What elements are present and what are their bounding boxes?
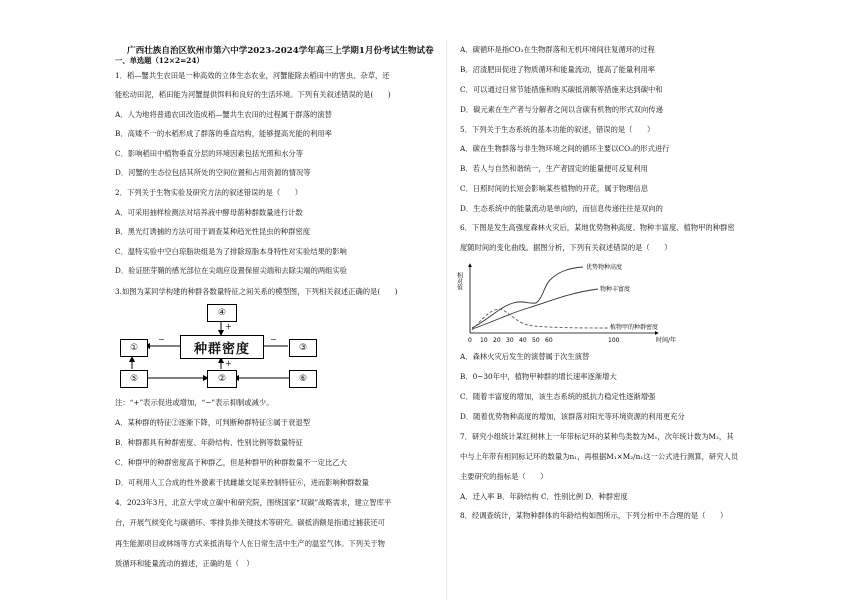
q7-line1: 7．研究小组统计某红树林上一年带标记环的某种鸟类数为M₁，次年统计数为M₂，其 — [460, 432, 734, 441]
q7-options: A．迁入率 B．年龄结构 C．性别比例 D．种群密度 — [460, 492, 628, 501]
feature-1-box: ① — [120, 339, 148, 357]
q2-option-b: B．黑光灯诱捕的方法可用于调查某种趋光性昆虫的种群密度 — [115, 227, 311, 236]
q2-option-a: A．可采用抽样检测法对培养液中酵母菌种群数量进行计数 — [115, 208, 303, 217]
q4-option-c: C．可以通过日常节能措施和购买碳抵消额等措施来达到碳中和 — [460, 85, 663, 94]
x-tick-60: 60 — [545, 337, 553, 344]
series-plant-a-density-line — [472, 309, 608, 330]
minus-sign-right: − — [270, 335, 277, 344]
minus-sign-left: − — [158, 335, 165, 344]
x-tick-100: 100 — [608, 337, 620, 344]
plus-sign-bottom: + — [225, 359, 232, 368]
x-tick-30: 30 — [506, 337, 514, 344]
legend-richness: 物种丰富度 — [600, 286, 631, 293]
q4-option-d: D．碳元素在生产者与分解者之间以含碳有机物的形式双向传递 — [460, 105, 663, 114]
q5-stem: 5．下列关于生态系统的基本功能的叙述，错误的是（ ） — [460, 125, 655, 134]
page-title: 广西壮族自治区钦州市第六中学2023-2024学年高三上学期1月份考试生物试卷 — [127, 46, 434, 56]
q4-option-a: A．碳循环是指CO₂在生物群落和无机环境间往复循环的过程 — [460, 45, 655, 54]
series-richness-line — [472, 289, 598, 329]
x-tick-50: 50 — [532, 337, 540, 344]
q3-option-c: C．种群甲的种群密度高于种群乙，但是种群甲的种群数量不一定比乙大 — [115, 458, 347, 467]
q7-line3: 主要研究的指标是（ ） — [460, 472, 548, 481]
q1-option-b: B．高矮不一的水稻形成了群落的垂直结构，能够提高光能的利用率 — [115, 129, 332, 138]
chart-xlabel: 时间/年 — [656, 337, 677, 344]
population-model-diagram — [118, 302, 328, 390]
q3-option-b: B．种群都具有种群密度、年龄结构、性别比例等数量特征 — [115, 438, 303, 447]
q5-option-b: B．若人与自然和谐统一，生产者固定的能量便可反复利用 — [460, 164, 648, 173]
x-tick-0: 0 — [468, 337, 472, 344]
q1-line2: 能松动田泥，稻田能为河蟹提供饵料和良好的生活环境。下列有关叙述错误的是( ) — [115, 90, 391, 99]
series-dominant-height-line — [472, 267, 583, 328]
section-heading: 一、单选题（12×2=24） — [115, 56, 204, 65]
q7-line2: 中与上年带有相同标记环的数量为n₁，再根据M₁×M₂/n₁这一公式进行测算，研究人员 — [460, 452, 739, 461]
q5-option-a: A．碳在生物群落与非生物环境之间的循环主要以CO₂的形式进行 — [460, 144, 670, 153]
feature-3-box: ③ — [289, 339, 317, 357]
feature-5-box: ⑤ — [120, 370, 148, 388]
feature-4-box: ④ — [207, 304, 237, 322]
q6-line1: 6．下图是发生高强度森林火灾后，某地优势物种高度、物种丰富度、植物甲的种群密 — [460, 223, 735, 232]
q4-option-b: B．沼渣肥田促进了物质循环和能量流动，提高了能量利用率 — [460, 65, 656, 74]
q3-option-d: D．可利用人工合成的性外激素干扰雌雄交尾来控制特征⑥，进而影响种群数量 — [115, 478, 369, 487]
legend-dominant-height: 优势物种高度 — [586, 264, 623, 271]
q6-option-b: B．0~30年中，植物甲种群的增长速率逐渐增大 — [460, 372, 617, 381]
x-tick-20: 20 — [493, 337, 501, 344]
plus-sign-top: + — [225, 322, 232, 331]
q6-option-d: D．随着优势物种高度的增加，该群落对阳光等环境资源的利用更充分 — [460, 412, 685, 421]
q3-note: 注：“+”表示促进或增加，“−”表示抑制或减少。 — [115, 398, 274, 407]
q6-option-a: A．森林火灾后发生的演替属于次生演替 — [460, 352, 590, 361]
q4-line2: 台，开展气候变化与碳循环、零排负排关键技术等研究。碳抵消额是指通过捕获还可 — [115, 518, 385, 527]
feature-6-box: ⑥ — [289, 370, 317, 388]
q6-line2: 度随时间的变化曲线。据图分析，下列有关叙述错误的是（ ） — [460, 243, 672, 252]
q1-option-a: A．人为地将普通农田改造成稻—蟹共生农田的过程属于群落的演替 — [115, 110, 332, 119]
q8-stem: 8．经调查统计，某物种群体的年龄结构如图所示，下列分析中不合理的是（ ） — [460, 511, 728, 520]
q4-line3: 再生能源项目或林场等方式来抵消每个人在日常生活中生产的温室气体。下列关于物 — [115, 539, 385, 548]
legend-plant-a-density: 植物甲的种群密度 — [610, 324, 659, 331]
q6-option-c: C．随着丰富度的增加，该生态系统的抵抗力稳定性逐渐增强 — [460, 392, 656, 401]
q5-option-d: D．生态系统中的能量流动是单向的，而信息传递往往是双向的 — [460, 204, 663, 213]
feature-2-box: ② — [207, 370, 237, 388]
q5-option-c: C．日照时间的长短会影响某些植物的开花，属于物理信息 — [460, 184, 649, 193]
q1-option-c: C．影响稻田中植物垂直分层的环境因素包括光照和水分等 — [115, 149, 304, 158]
q2-option-d: D．验证胚芽鞘的感光部位在尖端应设置保留尖端和去除尖端的两组实验 — [115, 266, 348, 275]
q1-option-d: D．河蟹的生态位包括其所处的空间位置和占用资源的情况等 — [115, 168, 311, 177]
succession-chart — [455, 258, 698, 346]
population-density-box: 种群密度 — [180, 335, 264, 359]
x-tick-10: 10 — [480, 337, 488, 344]
q4-line1: 4．2023年3月，北京大学成立碳中和研究院，围绕国家“双碳”战略需求，建立智库平 — [115, 498, 392, 507]
succession-chart-svg — [455, 258, 698, 346]
q3-stem: 3.如图为某同学构建的种群各数量特征之间关系的模型图，下列相关叙述正确的是( ) — [115, 287, 398, 296]
q1-line1: 1．稻—蟹共生农田是一种高效的立体生态农业，河蟹能除去稻田中的害虫、杂草，还 — [115, 71, 390, 80]
x-tick-40: 40 — [519, 337, 527, 344]
q2-stem: 2．下列关于生物实验及研究方法的叙述错误的是（ ） — [115, 188, 303, 197]
column-divider — [446, 40, 447, 600]
q2-option-c: C．温特实验中空白琼脂块组是为了排除琼脂本身特性对实验结果的影响 — [115, 247, 347, 256]
chart-ylabel: 相对值 — [455, 272, 463, 290]
q4-line4: 质循环和能量流动的描述，正确的是（ ） — [115, 559, 254, 568]
q3-option-a: A．某种群的特征②逐渐下降，可判断种群特征⑤属于衰退型 — [115, 418, 310, 427]
